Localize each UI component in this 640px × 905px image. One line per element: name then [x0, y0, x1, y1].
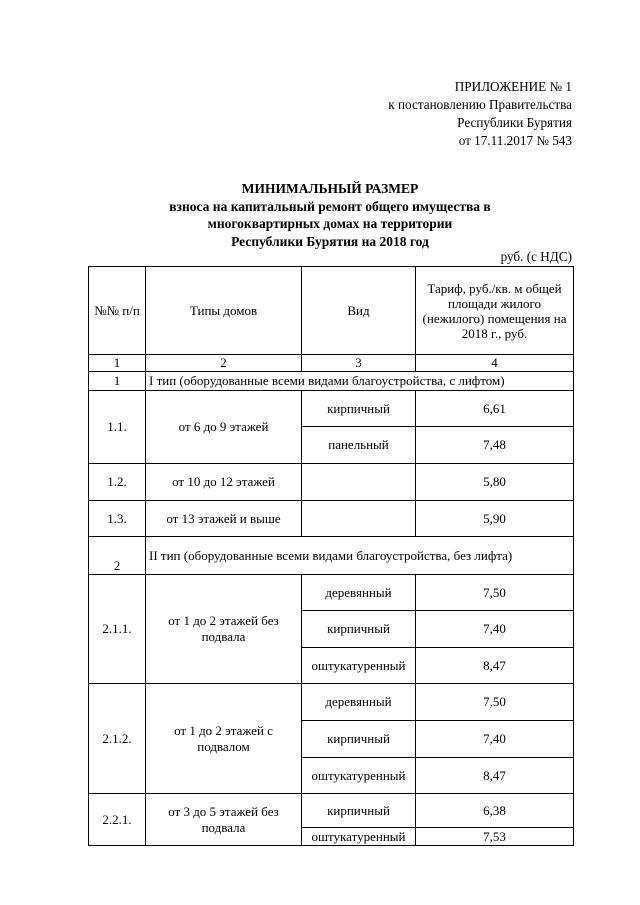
- row-2-2-1-value-2: 7,53: [416, 828, 574, 846]
- table-row: [89, 794, 574, 828]
- title-line-2: взноса на капитальный ремонт общего имущества в: [169, 198, 491, 214]
- row-2-1-2-num: 2.1.2.: [89, 684, 146, 794]
- row-2-1-1-num: 2.1.1.: [89, 575, 146, 684]
- row-2-1-2-kind-3: оштукатуренный: [302, 758, 416, 794]
- section-row-1: [89, 372, 574, 391]
- table-row: [89, 501, 574, 537]
- row-2-1-1-value-2: 7,40: [416, 611, 574, 648]
- title-line-4: Республики Бурятия на 2018 год: [231, 233, 429, 249]
- row-2-1-1-kind-1: деревянный: [302, 575, 416, 611]
- table-row: [89, 575, 574, 611]
- row-1-2-type: от 10 до 12 этажей: [146, 464, 302, 501]
- tariff-table: [88, 266, 574, 846]
- row-2-1-2-type: от 1 до 2 этажей с подвалом: [146, 684, 302, 794]
- header-kind: Вид: [302, 267, 416, 355]
- row-1-1-kind-1: кирпичный: [302, 391, 416, 427]
- appendix-header: [388, 78, 572, 150]
- row-1-2-kind: [302, 464, 416, 501]
- row-2-2-1-type: от 3 до 5 этажей без подвала: [146, 794, 302, 846]
- row-2-1-1-kind-2: кирпичный: [302, 611, 416, 648]
- colnum-4: 4: [416, 355, 574, 372]
- header-num: №№ п/п: [89, 267, 146, 355]
- table-header-row: [89, 267, 574, 355]
- table-row: [89, 684, 574, 721]
- row-2-1-2-value-3: 8,47: [416, 758, 574, 794]
- colnum-1: 1: [89, 355, 146, 372]
- row-1-3-type: от 13 этажей и выше: [146, 501, 302, 537]
- table-row: [89, 464, 574, 501]
- row-1-2-num: 1.2.: [89, 464, 146, 501]
- row-2-2-1-num: 2.2.1.: [89, 794, 146, 846]
- section-2-text: II тип (оборудованные всеми видами благоустройства, без лифта): [146, 537, 574, 575]
- section-row-2: [89, 537, 574, 575]
- appendix-line-2: к постановлению Правительства: [388, 97, 572, 112]
- currency-unit: руб. (с НДС): [500, 249, 572, 264]
- row-2-1-2-value-1: 7,50: [416, 684, 574, 721]
- colnum-2: 2: [146, 355, 302, 372]
- row-1-1-type: от 6 до 9 этажей: [146, 391, 302, 464]
- row-1-1-value-2: 7,48: [416, 427, 574, 464]
- column-number-row: [89, 355, 574, 372]
- appendix-line-1: ПРИЛОЖЕНИЕ № 1: [454, 79, 572, 94]
- row-1-3-num: 1.3.: [89, 501, 146, 537]
- row-2-2-1-kind-2: оштукатуренный: [302, 828, 416, 846]
- appendix-line-3: Республики Бурятия: [457, 115, 572, 130]
- table-row: [89, 391, 574, 427]
- row-2-1-1-value-1: 7,50: [416, 575, 574, 611]
- row-1-3-value: 5,90: [416, 501, 574, 537]
- row-2-1-1-value-3: 8,47: [416, 648, 574, 684]
- colnum-3: 3: [302, 355, 416, 372]
- row-1-2-value: 5,80: [416, 464, 574, 501]
- section-1-num: 1: [89, 372, 146, 391]
- row-2-1-1-kind-3: оштукатуренный: [302, 648, 416, 684]
- row-2-1-1-type: от 1 до 2 этажей без подвала: [146, 575, 302, 684]
- row-2-1-2-value-2: 7,40: [416, 721, 574, 758]
- header-type: Типы домов: [146, 267, 302, 355]
- section-1-text: I тип (оборудованные всеми видами благоустройства, с лифтом): [146, 372, 574, 391]
- row-2-1-2-kind-2: кирпичный: [302, 721, 416, 758]
- row-2-2-1-value-1: 6,38: [416, 794, 574, 828]
- row-1-3-kind: [302, 501, 416, 537]
- row-1-1-value-1: 6,61: [416, 391, 574, 427]
- row-1-1-num: 1.1.: [89, 391, 146, 464]
- row-2-2-1-kind-1: кирпичный: [302, 794, 416, 828]
- row-2-1-2-kind-1: деревянный: [302, 684, 416, 721]
- row-1-1-kind-2: панельный: [302, 427, 416, 464]
- header-tariff: Тариф, руб./кв. м общей площади жилого (нежилого) помещения на 2018 г., руб.: [416, 267, 574, 355]
- title-line-1: МИНИМАЛЬНЫЙ РАЗМЕР: [241, 181, 419, 196]
- section-2-num: 2: [89, 537, 146, 575]
- title-line-3: многоквартирных домах на территории: [207, 216, 453, 231]
- appendix-line-4: от 17.11.2017 № 543: [458, 133, 572, 148]
- document-title: [100, 180, 560, 250]
